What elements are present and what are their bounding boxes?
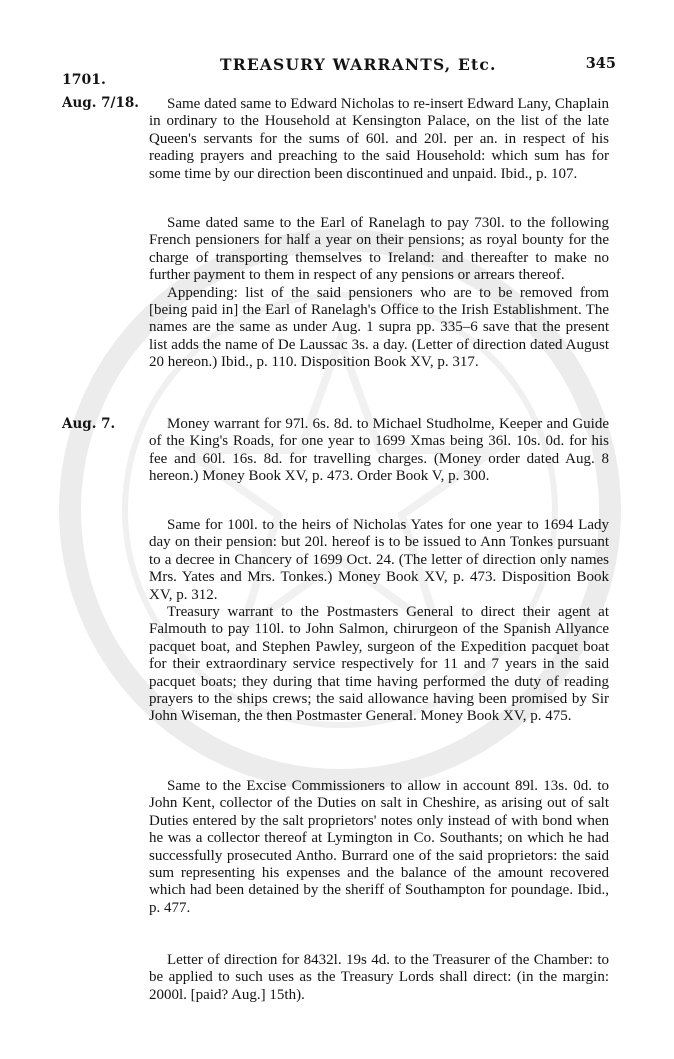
entry-postmasters-general	[149, 604, 609, 726]
header-year: 1701.	[62, 72, 106, 88]
page-number: 345	[585, 55, 616, 72]
entry-appending-text: Appending: list of the said pensioners who are to be removed from [being paid in] the Earl of Ranelagh's Office to the Irish Establishment. The names are the same as under Aug. 1 supra pp. 335–6 save that the present list adds the name of De Laussac 3s. a day. (Letter of direction dated August 20 hereon.) Ibid., p. 110. Disposition Book XV, p. 317.	[149, 284, 609, 371]
entry-text: Same for 100l. to the heirs of Nicholas Yates for one year to 1694 Lady day on their pension: but 20l. hereof is to be issued to Ann Tonkes pursuant to a decree in Chancery of 1699 Oct. 24. (The letter of direction only names Mrs. Yates and Mrs. Tonkes.) Money Book XV, p. 473. Disposition Book XV, p. 312.	[149, 517, 609, 603]
entry-michael-studholme	[149, 416, 609, 486]
entry-text: Same dated same to the Earl of Ranelagh to pay 730l. to the following French pensioners for half a year on their pensions; as royal bounty for the charge of transporting themselves to Ireland: and thereafter to make no further payment to them in respect of any pensions or arrears thereof.	[149, 215, 609, 284]
entry-edward-nicholas	[149, 96, 609, 183]
entry-text: Same dated same to Edward Nicholas to re-insert Edward Lany, Chaplain in ordinary to the Household at Kensington Palace, on the list of the late Queen's servants for the sums of 60l. and 20l. per an. in respect of his reading prayers and preaching to the said Household: which sum has for some time by our direction been discontinued and unpaid. Ibid., p. 107.	[149, 96, 609, 182]
margin-date-aug-7: Aug. 7.	[62, 416, 116, 432]
entry-nicholas-yates	[149, 517, 609, 604]
entry-treasurer-of-chamber	[149, 952, 609, 1004]
entry-text: Money warrant for 97l. 6s. 8d. to Michael Studholme, Keeper and Guide of the King's Roads, for one year to 1699 Xmas being 36l. 10s. 0d. for his fee and 60l. 16s. 8d. for travelling charges. (Money order dated Aug. 8 hereon.) Money Book XV, p. 473. Order Book V, p. 300.	[149, 416, 609, 485]
entry-excise-commissioners	[149, 778, 609, 917]
entry-text: Treasury warrant to the Postmasters General to direct their agent at Falmouth to pay 110l. to John Salmon, chirurgeon of the Spanish Allyance pacquet boat, and Stephen Pawley, surgeon of the Expedition pacquet boat for their extraordinary service respectively for 11 and 7 years in the said pacquet boats; they during that time having performed the duty of reading prayers to the ships crews; the said allowance having been promised by Sir John Wiseman, the then Postmaster General. Money Book XV, p. 475.	[149, 604, 609, 725]
entry-text: Letter of direction for 8432l. 19s 4d. to the Treasurer of the Chamber: to be applied to such uses as the Treasury Lords shall direct: (in the margin: 2000l. [paid? Aug.] 15th).	[149, 952, 609, 1003]
margin-date-aug-7-18: Aug. 7/18.	[62, 95, 139, 111]
entry-earl-of-ranelagh	[149, 215, 609, 372]
header-title: TREASURY WARRANTS, Etc.	[220, 55, 497, 74]
entry-text: Same to the Excise Commissioners to allow in account 89l. 13s. 0d. to John Kent, collector of the Duties on salt in Cheshire, as arising out of salt Duties entered by the salt proprietors' notes only instead of with bond when he was a collector thereof at Lymington in Co. Southants; on which he had successfully prosecuted Antho. Burrard one of the said proprietors: the said sum representing his expenses and the balance of the amount recovered which had been detained by the sheriff of Southampton for poundage. Ibid., p. 477.	[149, 778, 609, 916]
